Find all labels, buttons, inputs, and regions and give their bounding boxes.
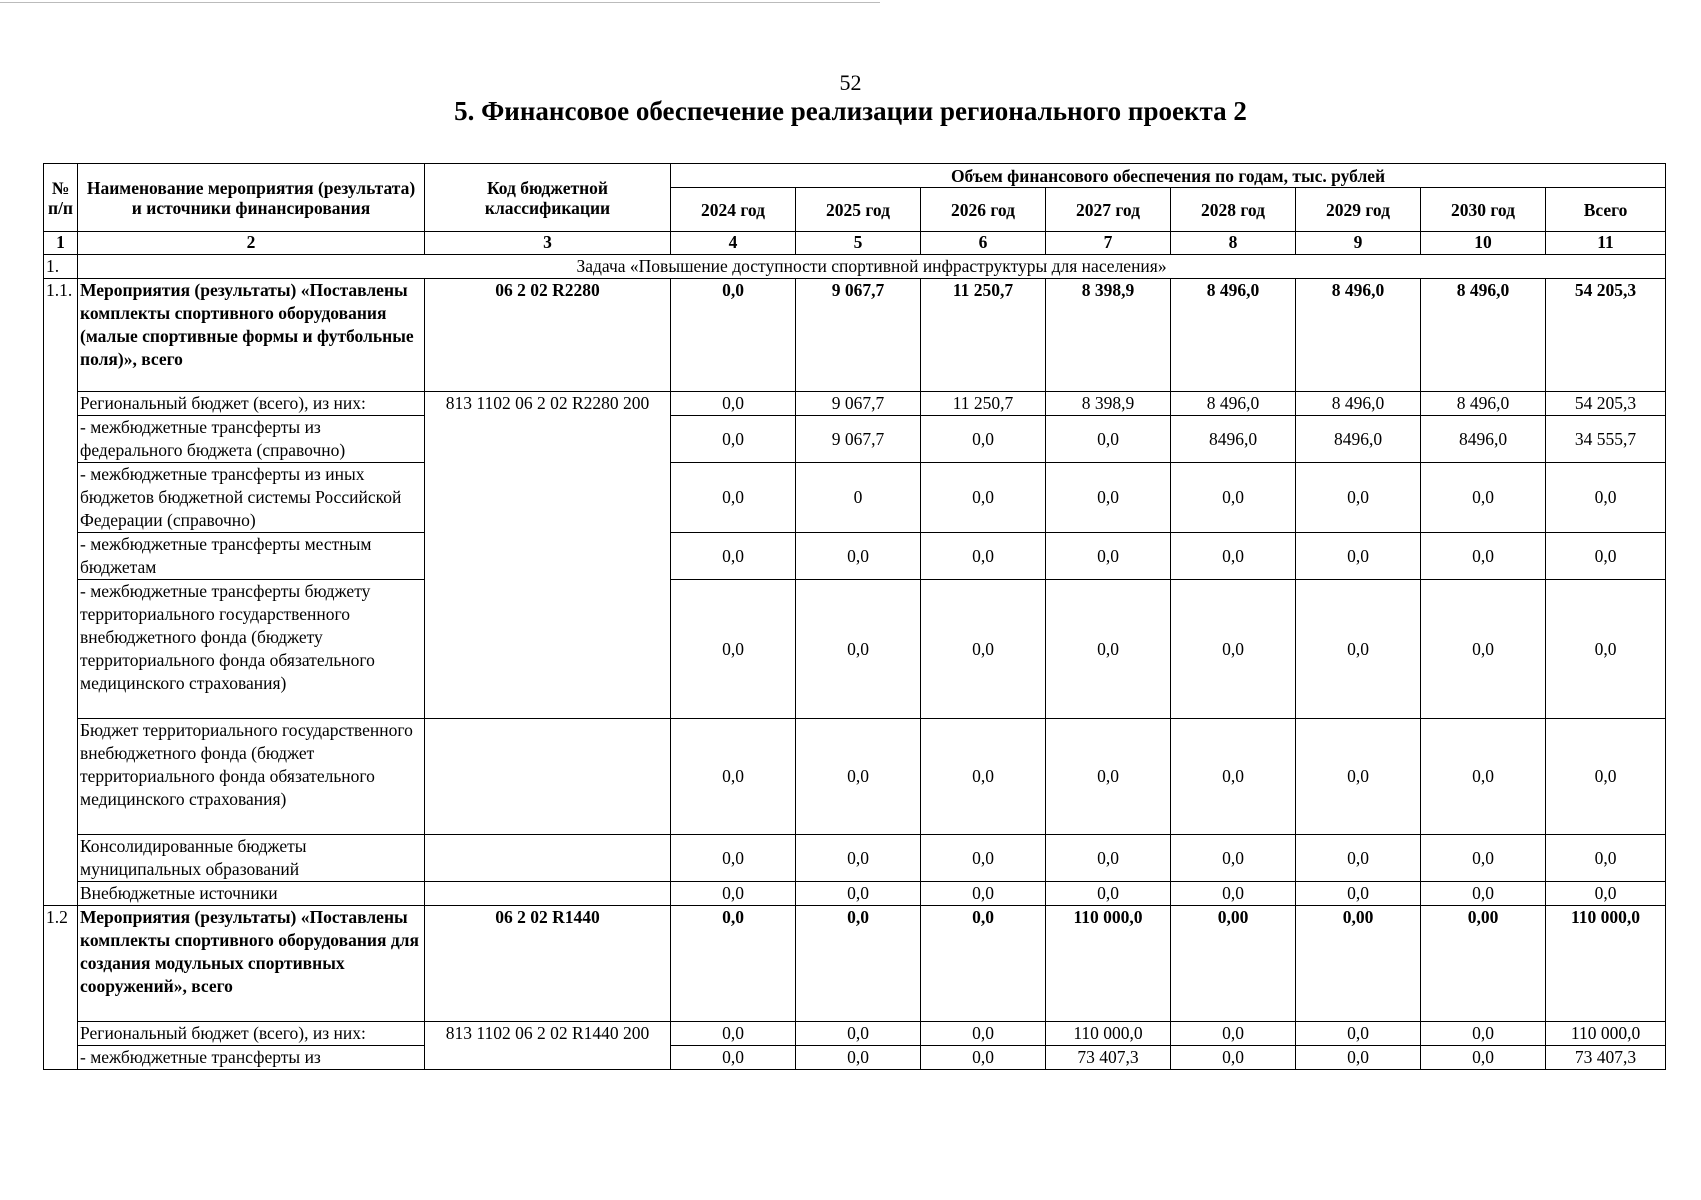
source-name: - межбюджетные трансферты местным бюджетам bbox=[78, 533, 425, 580]
value-cell: 0,0 bbox=[1046, 533, 1171, 580]
value-cell: 0,0 bbox=[921, 1046, 1046, 1070]
value-cell: 0,0 bbox=[1171, 1046, 1296, 1070]
value-cell: 0,0 bbox=[796, 882, 921, 906]
total-cell: 110 000,0 bbox=[1546, 906, 1666, 1022]
header-year: 2027 год bbox=[1046, 188, 1171, 232]
col-index: 6 bbox=[921, 232, 1046, 255]
measure-row bbox=[44, 279, 1666, 392]
col-index: 1 bbox=[44, 232, 78, 255]
value-cell: 0,0 bbox=[1421, 1046, 1546, 1070]
value-cell: 8496,0 bbox=[1421, 416, 1546, 463]
value-cell: 0,0 bbox=[796, 719, 921, 835]
source-row bbox=[44, 416, 1666, 463]
header-name: Наименование мероприятия (результата) и источники финансирования bbox=[78, 164, 425, 232]
column-index-row bbox=[44, 232, 1666, 255]
col-index: 10 bbox=[1421, 232, 1546, 255]
source-name: - межбюджетные трансферты из федерального бюджета (справочно) bbox=[78, 416, 425, 463]
value-cell: 0,0 bbox=[671, 719, 796, 835]
source-code: 813 1102 06 2 02 R1440 200 bbox=[425, 1022, 671, 1070]
source-name: Региональный бюджет (всего), из них: bbox=[78, 392, 425, 416]
value-cell: 0,0 bbox=[1171, 835, 1296, 882]
total-cell: 110 000,0 bbox=[1546, 1022, 1666, 1046]
total-cell: 34 555,7 bbox=[1546, 416, 1666, 463]
source-row bbox=[44, 463, 1666, 533]
value-cell: 0,0 bbox=[1046, 416, 1171, 463]
value-cell: 0,0 bbox=[1296, 719, 1421, 835]
value-cell: 0,0 bbox=[671, 882, 796, 906]
value-cell: 0,0 bbox=[1171, 882, 1296, 906]
value-cell: 0,0 bbox=[1421, 882, 1546, 906]
value-cell: 8496,0 bbox=[1296, 416, 1421, 463]
header-volume: Объем финансового обеспечения по годам, тыс. рублей bbox=[671, 164, 1666, 188]
value-cell: 0,0 bbox=[796, 1046, 921, 1070]
value-cell: 0,0 bbox=[671, 463, 796, 533]
header-year: 2026 год bbox=[921, 188, 1046, 232]
value-cell: 0,0 bbox=[671, 906, 796, 1022]
value-cell: 0,0 bbox=[671, 533, 796, 580]
value-cell: 0,0 bbox=[921, 1022, 1046, 1046]
value-cell: 0,0 bbox=[796, 533, 921, 580]
value-cell: 0,0 bbox=[921, 835, 1046, 882]
total-cell: 0,0 bbox=[1546, 835, 1666, 882]
value-cell: 0,00 bbox=[1421, 906, 1546, 1022]
value-cell: 9 067,7 bbox=[796, 279, 921, 392]
header-num: № п/п bbox=[44, 164, 78, 232]
total-cell: 73 407,3 bbox=[1546, 1046, 1666, 1070]
value-cell: 0,0 bbox=[1421, 463, 1546, 533]
header-year: 2028 год bbox=[1171, 188, 1296, 232]
measure-code: 06 2 02 R1440 bbox=[425, 906, 671, 1022]
source-row bbox=[44, 533, 1666, 580]
value-cell: 0,0 bbox=[1171, 463, 1296, 533]
source-name: - межбюджетные трансферты из иных бюджетов бюджетной системы Российской Федерации (справочно) bbox=[78, 463, 425, 533]
page-title: 5. Финансовое обеспечение реализации регионального проекта 2 bbox=[454, 96, 1247, 126]
header-year: 2030 год bbox=[1421, 188, 1546, 232]
task-num: 1. bbox=[44, 255, 78, 279]
empty-code-cell bbox=[425, 882, 671, 906]
value-cell: 0,0 bbox=[1171, 719, 1296, 835]
value-cell: 73 407,3 bbox=[1046, 1046, 1171, 1070]
task-text: Задача «Повышение доступности спортивной инфраструктуры для населения» bbox=[78, 255, 1666, 279]
col-index: 5 bbox=[796, 232, 921, 255]
value-cell: 0,0 bbox=[1171, 1022, 1296, 1046]
value-cell: 0,0 bbox=[796, 906, 921, 1022]
source-name: Консолидированные бюджеты муниципальных образований bbox=[78, 835, 425, 882]
value-cell: 0,0 bbox=[1421, 533, 1546, 580]
total-cell: 0,0 bbox=[1546, 882, 1666, 906]
header-year: 2025 год bbox=[796, 188, 921, 232]
value-cell: 0,0 bbox=[921, 882, 1046, 906]
value-cell: 9 067,7 bbox=[796, 416, 921, 463]
page-number: 52 bbox=[839, 70, 862, 95]
value-cell: 0,0 bbox=[921, 719, 1046, 835]
value-cell: 0,0 bbox=[671, 279, 796, 392]
value-cell: 11 250,7 bbox=[921, 392, 1046, 416]
value-cell: 8 496,0 bbox=[1421, 279, 1546, 392]
value-cell: 0,0 bbox=[1296, 533, 1421, 580]
value-cell: 8 496,0 bbox=[1296, 392, 1421, 416]
value-cell: 110 000,0 bbox=[1046, 906, 1171, 1022]
value-cell: 0,0 bbox=[796, 580, 921, 719]
source-name: - межбюджетные трансферты бюджету территориального государственного внебюджетного фонда (бюджету территориального фонда обязательного медицинского страхования) bbox=[78, 580, 425, 719]
value-cell: 0,0 bbox=[921, 416, 1046, 463]
source-row bbox=[44, 835, 1666, 882]
source-name: Региональный бюджет (всего), из них: bbox=[78, 1022, 425, 1046]
value-cell: 0,0 bbox=[1421, 580, 1546, 719]
value-cell: 0,0 bbox=[1421, 835, 1546, 882]
measure-title: Мероприятия (результаты) «Поставлены комплекты спортивного оборудования (малые спортивные формы и футбольные поля)», всего bbox=[78, 279, 425, 392]
measure-num: 1.1. bbox=[44, 279, 78, 906]
source-row bbox=[44, 392, 1666, 416]
empty-code-cell bbox=[425, 719, 671, 835]
value-cell: 0,0 bbox=[671, 580, 796, 719]
value-cell: 8 496,0 bbox=[1421, 392, 1546, 416]
col-index: 8 bbox=[1171, 232, 1296, 255]
value-cell: 0,0 bbox=[921, 906, 1046, 1022]
value-cell: 8 496,0 bbox=[1171, 392, 1296, 416]
value-cell: 0,0 bbox=[796, 835, 921, 882]
source-row bbox=[44, 580, 1666, 719]
total-cell: 54 205,3 bbox=[1546, 279, 1666, 392]
header-total: Всего bbox=[1546, 188, 1666, 232]
measure-title: Мероприятия (результаты) «Поставлены комплекты спортивного оборудования для создания модульных спортивных сооружений», всего bbox=[78, 906, 425, 1022]
col-index: 4 bbox=[671, 232, 796, 255]
value-cell: 0,0 bbox=[1296, 1022, 1421, 1046]
value-cell: 0,0 bbox=[1171, 533, 1296, 580]
col-index: 2 bbox=[78, 232, 425, 255]
value-cell: 0,0 bbox=[1046, 835, 1171, 882]
value-cell: 0,0 bbox=[671, 835, 796, 882]
value-cell: 8 496,0 bbox=[1296, 279, 1421, 392]
scan-edge-line bbox=[0, 2, 880, 3]
task-row bbox=[44, 255, 1666, 279]
measure-code: 06 2 02 R2280 bbox=[425, 279, 671, 392]
value-cell: 9 067,7 bbox=[796, 392, 921, 416]
col-index: 7 bbox=[1046, 232, 1171, 255]
col-index: 3 bbox=[425, 232, 671, 255]
empty-code-cell bbox=[425, 835, 671, 882]
source-row bbox=[44, 882, 1666, 906]
total-cell: 0,0 bbox=[1546, 463, 1666, 533]
value-cell: 0,0 bbox=[671, 416, 796, 463]
measure-num: 1.2 bbox=[44, 906, 78, 1070]
financing-table bbox=[43, 163, 1666, 1070]
total-cell: 54 205,3 bbox=[1546, 392, 1666, 416]
value-cell: 0,0 bbox=[671, 1046, 796, 1070]
value-cell: 0,00 bbox=[1171, 906, 1296, 1022]
value-cell: 11 250,7 bbox=[921, 279, 1046, 392]
value-cell: 0,0 bbox=[921, 533, 1046, 580]
value-cell: 0,0 bbox=[1046, 580, 1171, 719]
source-name: Бюджет территориального государственного внебюджетного фонда (бюджет территориального фонда обязательного медицинского страхования) bbox=[78, 719, 425, 835]
total-cell: 0,0 bbox=[1546, 533, 1666, 580]
value-cell: 0,0 bbox=[1046, 719, 1171, 835]
value-cell: 8 398,9 bbox=[1046, 279, 1171, 392]
col-index: 9 bbox=[1296, 232, 1421, 255]
value-cell: 8 398,9 bbox=[1046, 392, 1171, 416]
value-cell: 8 496,0 bbox=[1171, 279, 1296, 392]
value-cell: 0,0 bbox=[1296, 1046, 1421, 1070]
total-cell: 0,0 bbox=[1546, 719, 1666, 835]
total-cell: 0,0 bbox=[1546, 580, 1666, 719]
source-name: Внебюджетные источники bbox=[78, 882, 425, 906]
value-cell: 0,0 bbox=[1046, 882, 1171, 906]
col-index: 11 bbox=[1546, 232, 1666, 255]
value-cell: 0,00 bbox=[1296, 906, 1421, 1022]
source-name: - межбюджетные трансферты из bbox=[78, 1046, 425, 1070]
value-cell: 0,0 bbox=[1421, 719, 1546, 835]
measure-row bbox=[44, 906, 1666, 1022]
value-cell: 110 000,0 bbox=[1046, 1022, 1171, 1046]
header-year: 2029 год bbox=[1296, 188, 1421, 232]
value-cell: 0,0 bbox=[1296, 882, 1421, 906]
value-cell: 0,0 bbox=[1296, 835, 1421, 882]
value-cell: 0,0 bbox=[671, 392, 796, 416]
value-cell: 0,0 bbox=[1296, 463, 1421, 533]
source-row bbox=[44, 1046, 1666, 1070]
value-cell: 0,0 bbox=[921, 463, 1046, 533]
value-cell: 0,0 bbox=[921, 580, 1046, 719]
header-code: Код бюджетной классификации bbox=[425, 164, 671, 232]
source-row bbox=[44, 1022, 1666, 1046]
value-cell: 0,0 bbox=[671, 1022, 796, 1046]
value-cell: 0,0 bbox=[1296, 580, 1421, 719]
header-year: 2024 год bbox=[671, 188, 796, 232]
value-cell: 0,0 bbox=[796, 1022, 921, 1046]
value-cell: 0,0 bbox=[1421, 1022, 1546, 1046]
value-cell: 0 bbox=[796, 463, 921, 533]
source-code: 813 1102 06 2 02 R2280 200 bbox=[425, 392, 671, 719]
value-cell: 0,0 bbox=[1171, 580, 1296, 719]
value-cell: 8496,0 bbox=[1171, 416, 1296, 463]
source-row bbox=[44, 719, 1666, 835]
value-cell: 0,0 bbox=[1046, 463, 1171, 533]
